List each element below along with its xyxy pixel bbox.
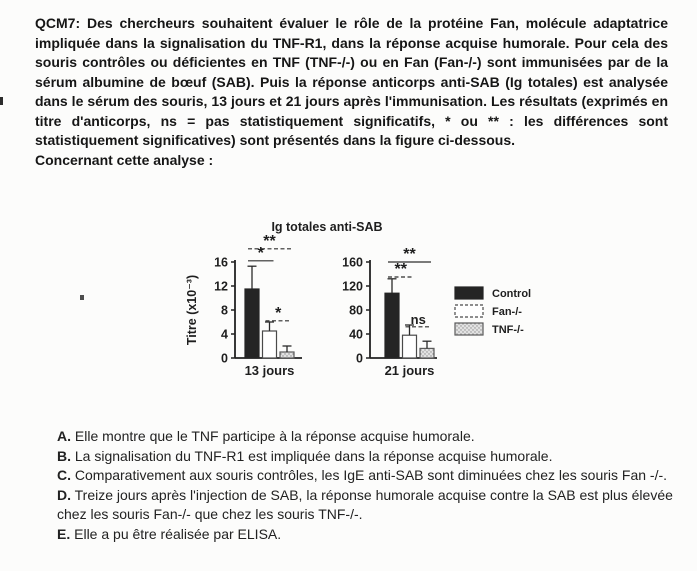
question-block — [35, 14, 668, 170]
significance-label: ns — [410, 311, 426, 327]
y-tick-label: 8 — [221, 303, 228, 318]
significance — [248, 233, 291, 250]
panel-13-jours — [214, 233, 302, 378]
scan-artifact — [0, 97, 3, 105]
option-label: A. — [57, 428, 71, 444]
legend-label: Fan-/- — [492, 306, 522, 318]
option-text: Elle a pu être réalisée par ELISA. — [70, 525, 282, 542]
figure-chart — [80, 205, 640, 403]
x-axis-label: 13 jours — [244, 363, 295, 378]
option-b — [57, 447, 673, 467]
y-tick-label: 80 — [349, 303, 363, 318]
answer-options — [57, 427, 673, 545]
legend-label: Control — [492, 288, 532, 300]
option-text: Treize jours après l'injection de SAB, la réponse humorale acquise contre la SAB est plus élevée chez les souris Fan-/- que chez les souris TNF-/-. — [57, 486, 673, 523]
bar-control — [245, 289, 259, 358]
legend-label: TNF-/- — [492, 324, 524, 336]
chart-legend — [455, 287, 531, 336]
x-axis-label: 21 jours — [384, 363, 435, 378]
y-tick-label: 0 — [221, 351, 228, 366]
legend-item-fan — [455, 305, 522, 318]
significance-label: ** — [403, 246, 416, 263]
significance-label: * — [257, 244, 264, 262]
option-text: La signalisation du TNF-R1 est impliquée dans la réponse acquise humorale. — [71, 447, 553, 464]
legend-item-control — [455, 287, 531, 300]
option-label: E. — [57, 525, 71, 542]
option-e — [57, 525, 673, 545]
question-paragraph: QCM7: Des chercheurs souhaitent évaluer le rôle de la protéine Fan, molécule adaptatrice impliquée dans la signalisation du TNF-R1, dans la réponse acquise humorale. Pour cela des souris contrôles ou déficientes en TNF (TNF-/-) ou en Fan (Fan-/-) sont immunisées par de la sérum albumine de bœuf (SAB). Puis la réponse anticorps anti-SAB (Ig totales) est analysée dans le sérum des souris, 13 jours et 21 jours après l'immunisation. Les résultats (exprimés en titre d'anticorps, ns = pas statistiquement significatifs, * ou ** : les différences sont statistiquement significatives) sont présentés dans la figure ci-dessous. — [35, 15, 668, 148]
y-tick-label: 160 — [342, 255, 363, 270]
option-label: C. — [57, 467, 71, 484]
option-c — [57, 466, 673, 486]
chart-title: Ig totales anti-SAB — [271, 220, 383, 234]
chart-svg — [80, 205, 640, 403]
option-text: Elle montre que le TNF participe à la réponse acquise humorale. — [71, 428, 475, 444]
legend-swatch — [455, 323, 483, 335]
bar-fan — [263, 331, 277, 358]
significance-label: * — [275, 304, 282, 322]
y-tick-label: 12 — [214, 279, 228, 294]
option-label: D. — [57, 486, 71, 503]
legend-swatch — [455, 305, 483, 317]
y-tick-label: 0 — [356, 351, 363, 366]
y-tick-label: 120 — [342, 279, 363, 294]
significance-label: ** — [394, 261, 407, 278]
bar-tnf — [420, 348, 434, 358]
panel-21-jours — [342, 246, 437, 378]
y-axis-label: Titre (x10⁻³) — [185, 274, 199, 346]
bar-control — [385, 293, 399, 358]
option-a — [57, 427, 673, 447]
y-tick-label: 40 — [349, 327, 363, 342]
legend-swatch — [455, 287, 483, 299]
y-tick-label: 16 — [214, 255, 228, 270]
legend-item-tnf — [455, 323, 524, 336]
option-d — [57, 486, 673, 525]
question-closing: Concernant cette analyse : — [35, 151, 214, 168]
significance — [266, 305, 292, 322]
option-label: B. — [57, 447, 71, 464]
significance-label: ** — [263, 232, 276, 250]
significance — [388, 261, 414, 278]
bar-fan — [403, 335, 417, 358]
y-tick-label: 4 — [221, 327, 228, 342]
bar-tnf — [280, 352, 294, 358]
scan-artifact — [80, 295, 84, 300]
option-text: Comparativement aux souris contrôles, les IgE anti-SAB sont diminuées chez les souris Fan -/-. — [71, 467, 668, 484]
